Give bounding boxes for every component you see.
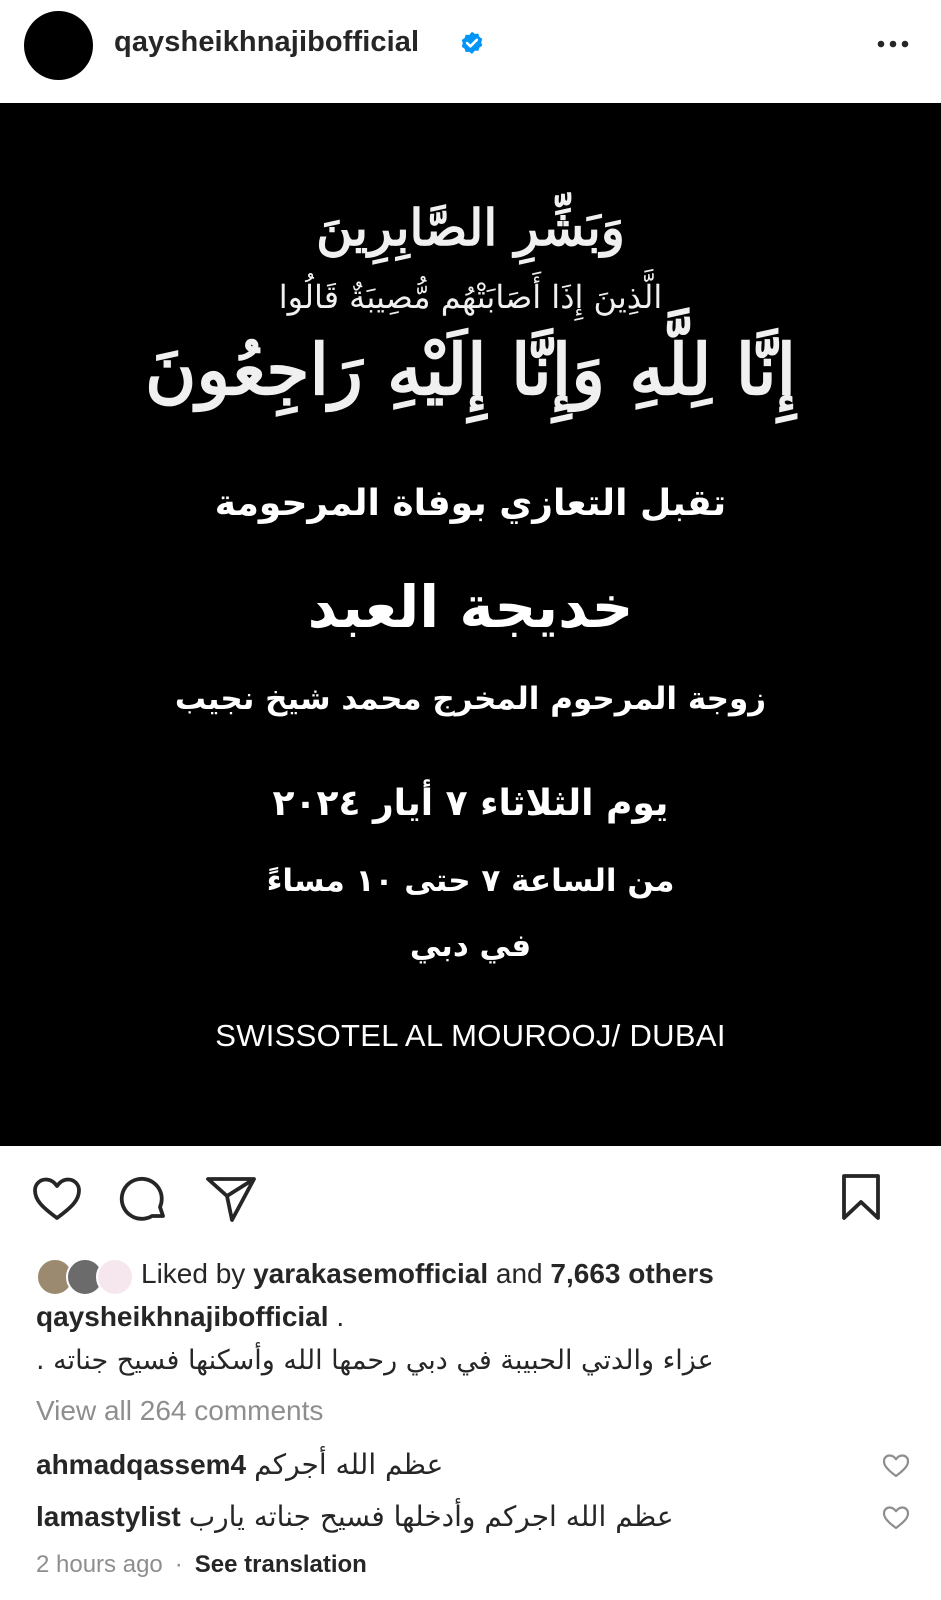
heart-icon[interactable] bbox=[32, 1176, 82, 1222]
likes-prefix: Liked by bbox=[141, 1258, 246, 1289]
avatar[interactable] bbox=[24, 11, 93, 80]
calligraphy-line-2: الَّذِينَ إِذَا أَصَابَتْهُم مُّصِيبَةٌ قَالُوا bbox=[278, 278, 663, 316]
likes-count[interactable]: 7,663 others bbox=[550, 1258, 714, 1289]
date-line: يوم الثلاثاء ٧ أيار ٢٠٢٤ bbox=[272, 783, 669, 824]
likes-summary[interactable] bbox=[141, 1258, 714, 1290]
view-all-comments[interactable]: View all 264 comments bbox=[36, 1395, 324, 1426]
deceased-name: خديجة العبد bbox=[307, 573, 634, 641]
more-options-icon[interactable] bbox=[873, 30, 913, 58]
caption-header bbox=[36, 1301, 344, 1333]
condolence-heading: تقبل التعازي بوفاة المرحومة bbox=[214, 483, 727, 524]
comment-username[interactable]: lamastylist bbox=[36, 1501, 181, 1532]
calligraphy-line-1: وَبَشِّرِ الصَّابِرِينَ bbox=[316, 198, 625, 257]
place-english: SWISSOTEL AL MOUROOJ/ DUBAI bbox=[215, 1018, 726, 1053]
likes-and: and bbox=[495, 1258, 543, 1289]
post-username[interactable]: qaysheikhnajibofficial bbox=[114, 26, 420, 58]
verified-badge-icon bbox=[458, 30, 486, 58]
post-header bbox=[0, 0, 941, 103]
comment-text: عظم الله اجركم وأدخلها فسيح جناته يارب bbox=[188, 1500, 674, 1533]
post-meta bbox=[36, 1551, 367, 1579]
comment-item bbox=[36, 1448, 443, 1481]
post-timestamp: 2 hours ago bbox=[36, 1551, 163, 1578]
comment-username[interactable]: ahmadqassem4 bbox=[36, 1449, 247, 1480]
action-bar bbox=[0, 1146, 941, 1256]
share-icon[interactable] bbox=[205, 1175, 257, 1223]
see-translation-link[interactable]: See translation bbox=[194, 1551, 367, 1578]
separator-dot: · bbox=[174, 1551, 183, 1578]
caption-suffix: . bbox=[336, 1301, 345, 1332]
place-arabic: في دبي bbox=[409, 928, 532, 964]
caption-text: عزاء والدتي الحبيبة في دبي رحمها الله وأسكنها فسيح جناته . bbox=[36, 1345, 714, 1376]
liker-username[interactable]: yarakasemofficial bbox=[253, 1258, 489, 1289]
comment-icon[interactable] bbox=[119, 1175, 169, 1225]
time-line: من الساعة ٧ حتى ١٠ مساءً bbox=[266, 863, 675, 899]
relation-line: زوجة المرحوم المخرج محمد شيخ نجيب bbox=[174, 681, 767, 717]
bookmark-icon[interactable] bbox=[841, 1173, 881, 1221]
comment-item bbox=[36, 1500, 674, 1533]
post-image[interactable] bbox=[0, 103, 941, 1146]
calligraphy-line-3: إِنَّا لِلَّهِ وَإِنَّا إِلَيْهِ رَاجِعُونَ bbox=[144, 328, 797, 411]
comment-like-heart-icon[interactable] bbox=[882, 1505, 910, 1531]
comment-text: عظم الله أجركم bbox=[254, 1448, 444, 1481]
caption-username[interactable]: qaysheikhnajibofficial bbox=[36, 1301, 329, 1332]
comment-like-heart-icon[interactable] bbox=[882, 1453, 910, 1479]
avatar bbox=[96, 1258, 134, 1296]
